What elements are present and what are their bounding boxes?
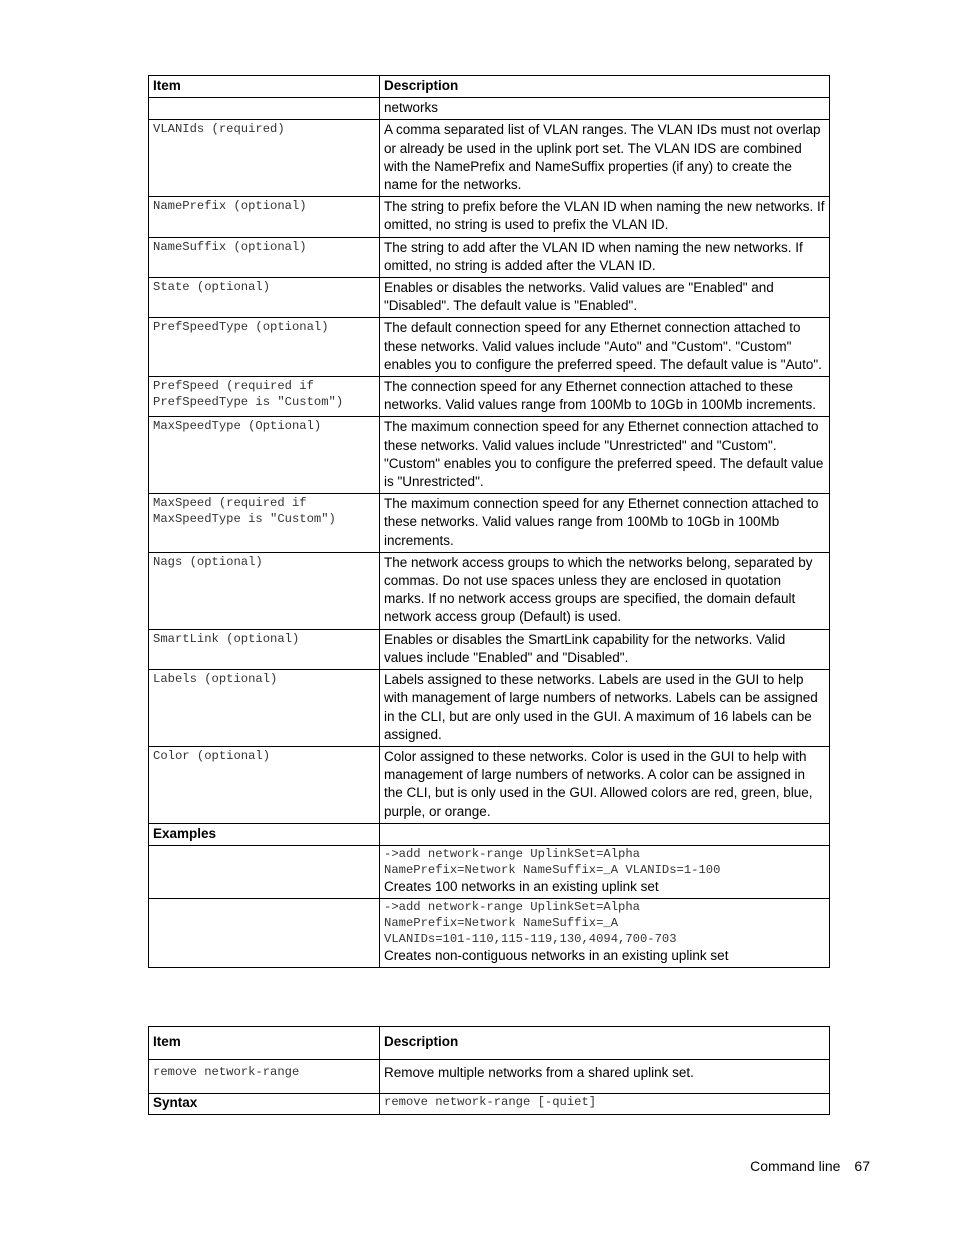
table-row [149, 417, 830, 494]
command-table [148, 1026, 830, 1115]
example-description: Creates 100 networks in an existing uplink set [384, 879, 659, 895]
parameter-name: Color (optional) [149, 746, 380, 823]
table-row [149, 120, 830, 197]
syntax-label: Syntax [149, 1094, 380, 1114]
parameter-description: The string to add after the VLAN ID when naming the new networks. If omitted, no string is added after the VLAN ID. [380, 237, 830, 277]
parameter-description: Enables or disables the networks. Valid values are "Enabled" and "Disabled". The default value is "Enabled". [380, 278, 830, 318]
example-row [149, 845, 830, 898]
parameter-name: SmartLink (optional) [149, 629, 380, 669]
table-row [149, 629, 830, 669]
parameter-name: PrefSpeed (required if PrefSpeedType is "Custom") [149, 377, 380, 417]
table-row [149, 746, 830, 823]
parameter-description: networks [380, 98, 830, 120]
header-item: Item [149, 1027, 380, 1060]
example-command: ->add network-range UplinkSet=Alpha NamePrefix=Network NameSuffix=_A VLANIDs=101-110,115-119,130,4094,700-703 [384, 900, 677, 946]
example-empty-cell [149, 845, 380, 898]
examples-header-row [149, 823, 830, 845]
table-row [149, 377, 830, 417]
examples-empty-cell [380, 823, 830, 845]
example-empty-cell [149, 899, 380, 968]
parameter-name [149, 98, 380, 120]
syntax-value: remove network-range [-quiet] [380, 1094, 830, 1114]
parameter-description: Enables or disables the SmartLink capability for the networks. Valid values include "Enabled" and "Disabled". [380, 629, 830, 669]
table-row [149, 552, 830, 629]
example-row [149, 899, 830, 968]
parameter-name: State (optional) [149, 278, 380, 318]
parameter-description: The default connection speed for any Ethernet connection attached to these networks. Valid values include "Auto" and "Custom". "Custom" enables you to configure the preferred speed. The default value is "Auto". [380, 318, 830, 377]
example-command: ->add network-range UplinkSet=Alpha NamePrefix=Network NameSuffix=_A VLANIDs=1-100 [384, 846, 721, 877]
parameter-description: The maximum connection speed for any Ethernet connection attached to these networks. Valid values range from 100Mb to 10Gb in 100Mb increments. [380, 494, 830, 553]
parameter-description: The connection speed for any Ethernet connection attached to these networks. Valid values range from 100Mb to 10Gb in 100Mb increments. [380, 377, 830, 417]
parameter-description: Labels assigned to these networks. Labels are used in the GUI to help with management of large numbers of networks. Labels can be assigned in the CLI, but are only used in the GUI. A maximum of 16 labels can be assigned. [380, 670, 830, 747]
table-row [149, 494, 830, 553]
parameter-description: Color assigned to these networks. Color is used in the GUI to help with management of large numbers of networks. A color can be assigned in the CLI, but is only used in the GUI. Allowed colors are red, green, blue, purple, or orange. [380, 746, 830, 823]
table-header-row [149, 1027, 830, 1060]
table-row [149, 98, 830, 120]
table-row [149, 197, 830, 237]
table-header-row [149, 76, 830, 98]
page-footer [750, 1158, 870, 1174]
parameter-name: MaxSpeedType (Optional) [149, 417, 380, 494]
parameter-name: Nags (optional) [149, 552, 380, 629]
table-row [149, 670, 830, 747]
example-description: Creates non-contiguous networks in an existing uplink set [384, 948, 729, 964]
command-name: remove network-range [149, 1060, 380, 1094]
header-description: Description [380, 76, 830, 98]
examples-label: Examples [149, 823, 380, 845]
table-row [149, 1060, 830, 1094]
parameter-name: PrefSpeedType (optional) [149, 318, 380, 377]
table-row [149, 278, 830, 318]
table-row [149, 237, 830, 277]
parameter-description: The string to prefix before the VLAN ID when naming the new networks. If omitted, no string is used to prefix the VLAN ID. [380, 197, 830, 237]
example-cell [380, 845, 830, 898]
footer-section: Command line [750, 1158, 841, 1174]
page-number: 67 [854, 1158, 870, 1174]
parameter-name: NamePrefix (optional) [149, 197, 380, 237]
parameters-table [148, 75, 830, 968]
parameter-name: VLANIds (required) [149, 120, 380, 197]
parameter-name: NameSuffix (optional) [149, 237, 380, 277]
example-cell [380, 899, 830, 968]
syntax-row [149, 1094, 830, 1114]
parameter-name: Labels (optional) [149, 670, 380, 747]
parameter-description: A comma separated list of VLAN ranges. The VLAN IDs must not overlap or already be used in the uplink port set. The VLAN IDS are combined with the NamePrefix and NameSuffix properties (if any) to create the name for the networks. [380, 120, 830, 197]
parameter-description: The network access groups to which the networks belong, separated by commas. Do not use spaces unless they are enclosed in quotation marks. If no network access groups are specified, the domain default network access group (Default) is used. [380, 552, 830, 629]
header-item: Item [149, 76, 380, 98]
parameter-name: MaxSpeed (required if MaxSpeedType is "Custom") [149, 494, 380, 553]
table-row [149, 318, 830, 377]
command-description: Remove multiple networks from a shared uplink set. [380, 1060, 830, 1094]
header-description: Description [380, 1027, 830, 1060]
parameter-description: The maximum connection speed for any Ethernet connection attached to these networks. Valid values include "Unrestricted" and "Custom". "Custom" enables you to configure the preferred speed. The default value is "Unrestricted". [380, 417, 830, 494]
